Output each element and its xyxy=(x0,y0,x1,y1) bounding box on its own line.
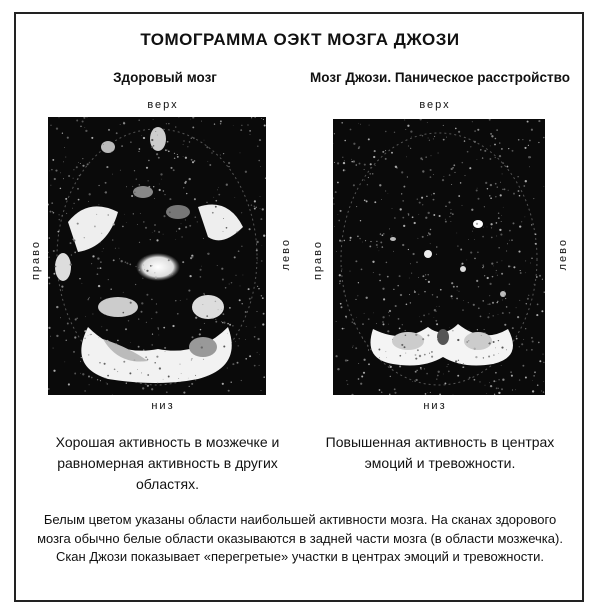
josie-brain-subtitle: Мозг Джози. Паническое расстройство xyxy=(310,70,570,85)
josie-right-label: право xyxy=(312,240,324,281)
healthy-brain-subtitle: Здоровый мозг xyxy=(113,70,217,85)
healthy-brain-scan xyxy=(48,117,266,395)
healthy-top-label: верх xyxy=(147,99,179,111)
healthy-right-label: право xyxy=(30,240,42,281)
explanation-note: Белым цветом указаны области наибольшей активности мозга. На сканах здорового мозга обычно белые области оказываются в задней части мозга (в области мозжечка). Скан Джози показывает «перегретые» участки в центрах эмоций и тревожности. xyxy=(37,512,563,564)
healthy-bottom-label: низ xyxy=(151,400,175,412)
josie-brain-scan xyxy=(333,119,545,395)
healthy-caption: Хорошая активность в мозжечке и равномерная активность в других областях. xyxy=(55,434,280,492)
josie-left-label: лево xyxy=(557,238,569,271)
josie-bottom-label: низ xyxy=(423,400,447,412)
josie-top-label: верх xyxy=(419,99,451,111)
healthy-left-label: лево xyxy=(280,238,292,271)
josie-caption: Повышенная активность в центрах эмоций и тревожности. xyxy=(325,434,555,471)
figure-title: ТОМОГРАММА ОЭКТ МОЗГА ДЖОЗИ xyxy=(140,30,460,49)
